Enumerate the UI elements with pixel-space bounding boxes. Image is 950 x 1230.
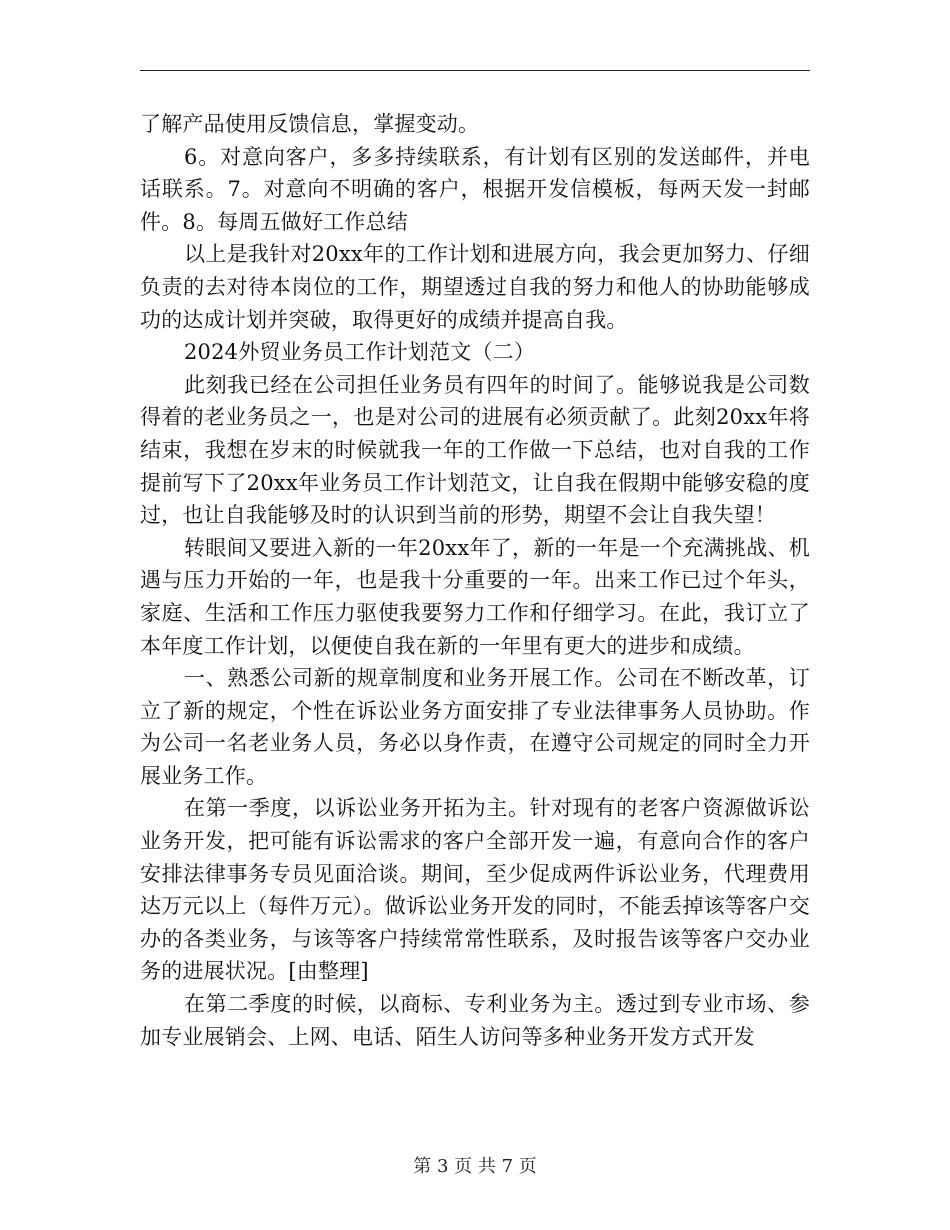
page-number-footer: 第 3 页 共 7 页 (413, 1156, 537, 1177)
section-heading: 2024外贸业务员工作计划范文（二） (184, 340, 536, 365)
paragraph: 了解产品使用反馈信息，掌握变动。 (140, 112, 480, 136)
paragraph: 在第二季度的时候，以商标、专利业务为主。透过到专业市场、参加专业展销会、上网、电话、陌生人访问等多种业务开发方式开发 (140, 992, 810, 1049)
paragraph: 转眼间又要进入新的一年20xx年了，新的一年是一个充满挑战、机遇与压力开始的一年，也是我十分重要的一年。出来工作已过个年头，家庭、生活和工作压力驱使我要努力工作和仔细学习。在此，我订立了本年度工作计划，以便使自我在新的一年里有更大的进步和成绩。 (140, 535, 810, 658)
paragraph: 此刻我已经在公司担任业务员有四年的时间了。能够说我是公司数得着的老业务员之一，也是对公司的进展有必须贡献了。此刻20xx年将结束，我想在岁末的时候就我一年的工作做一下总结，也对自我的工作提前写下了20xx年业务员工作计划范文，让自我在假期中能够安稳的度过，也让自我能够及时的认识到当前的形势，期望不会让自我失望！ (140, 372, 810, 528)
paragraph: 一、熟悉公司新的规章制度和业务开展工作。公司在不断改革，订立了新的规定，个性在诉讼业务方面安排了专业法律事务人员协助。作为公司一名老业务人员，务必以身作责，在遵守公司规定的同时全力开展业务工作。 (140, 666, 810, 788)
paragraph: 6。对意向客户，多多持续联系，有计划有区别的发送邮件，并电话联系。7。对意向不明确的客户，根据开发信模板，每两天发一封邮件。8。每周五做好工作总结 (140, 144, 810, 234)
paragraph: 以上是我针对20xx年的工作计划和进展方向，我会更加努力、仔细负责的去对待本岗位的工作，期望透过自我的努力和他人的协助能够成功的达成计划并突破，取得更好的成绩并提高自我。 (140, 242, 810, 332)
header-rule (140, 70, 810, 71)
paragraph: 在第一季度，以诉讼业务开拓为主。针对现有的老客户资源做诉讼业务开发，把可能有诉讼需求的客户全部开发一遍，有意向合作的客户安排法律事务专员见面洽谈。期间，至少促成两件诉讼业务，代理费用达万元以上（每件万元）。做诉讼业务开发的同时，不能丢掉该等客户交办的各类业务，与该等客户持续常常性联系，及时报告该等客户交办业务的进展状况。[由整理] (140, 796, 810, 984)
document-body (140, 108, 810, 1053)
